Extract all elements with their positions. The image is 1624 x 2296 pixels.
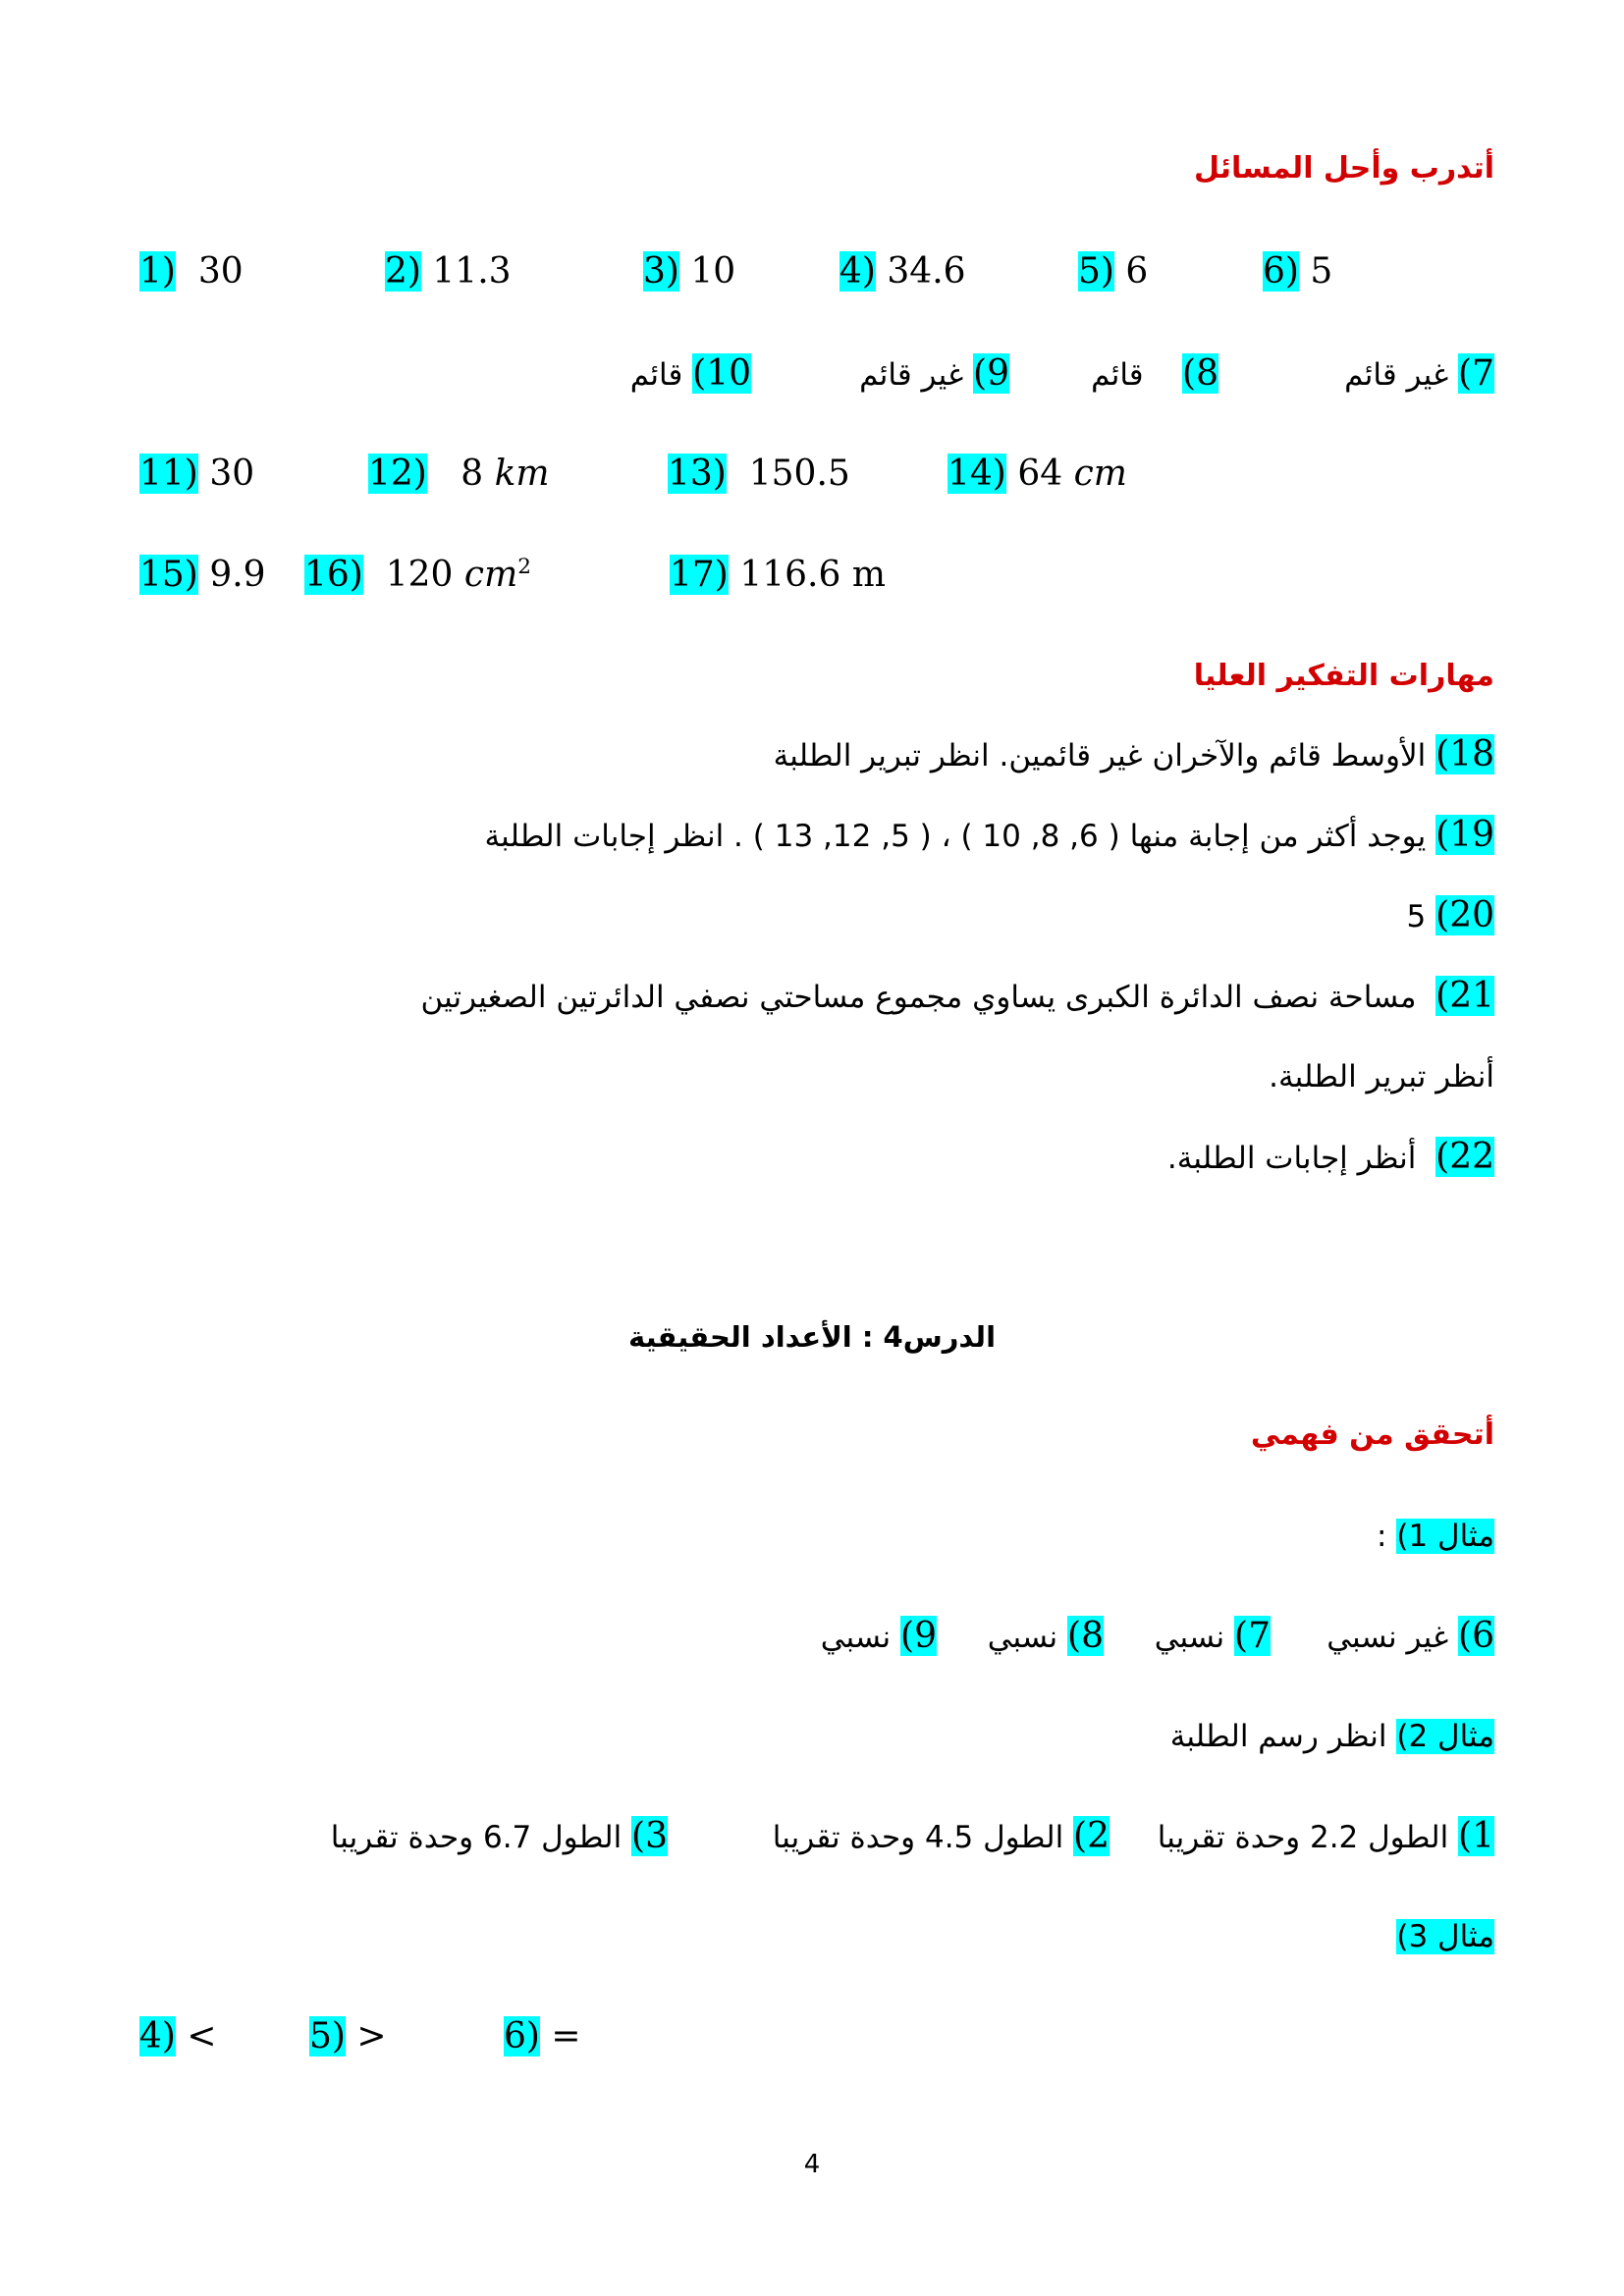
example-3-answer-6: 6) = (504, 2016, 581, 2056)
answer-3: 3) 10 (643, 251, 736, 292)
example-3-answer-4: 4) < (139, 2016, 217, 2056)
check-heading: أتحقق من فهمي (1250, 1417, 1494, 1452)
answer-1: 1) 30 (139, 251, 244, 292)
example-1-label: مثال 1) : (1377, 1519, 1494, 1554)
answer-14: 14) 64 cm (947, 454, 1127, 494)
answer-7: 7) غير قائم (1344, 353, 1494, 394)
answer-2: 2) 11.3 (385, 251, 512, 292)
answer-12: 12) 8 km (368, 454, 550, 494)
answer-13: 13) 150.5 (668, 454, 850, 494)
answer-6: 6) 5 (1263, 251, 1333, 292)
hots-heading: مهارات التفكير العليا (1193, 659, 1494, 693)
example-2-answer-3: 3) الطول 6.7 وحدة تقريبا (330, 1816, 668, 1856)
answer-4: 4) 34.6 (839, 251, 966, 292)
answer-17: 17) 116.6 m (670, 555, 886, 595)
answer-16: 16) 120 $cm^2$ (304, 555, 531, 595)
example-2-label: مثال 2) انظر رسم الطلبة (1169, 1719, 1494, 1754)
answer-18: 18) الأوسط قائم والآخران غير قائمين. انظر تبرير الطلبة (773, 734, 1494, 774)
example-1-answer-6: 6) غير نسبي (1326, 1616, 1494, 1656)
example-1-answer-7: 7) نسبي (1154, 1616, 1271, 1656)
answer-10: 10) قائم (629, 353, 751, 394)
answer-5: 5) 6 (1078, 251, 1149, 292)
page-number: 4 (803, 2150, 821, 2179)
answer-15: 15) 9.9 (139, 555, 266, 595)
answer-11: 11) 30 (139, 454, 255, 494)
practice-heading: أتدرب وأحل المسائل (1193, 151, 1494, 186)
example-2-answer-2: 2) الطول 4.5 وحدة تقريبا (772, 1816, 1110, 1856)
example-1-answer-8: 8) نسبي (987, 1616, 1104, 1656)
lesson-title: الدرس4 : الأعداد الحقيقية (627, 1320, 997, 1354)
answer-19: 19) يوجد أكثر من إجابة منها ( 6, 8, 10 ) ، ( 5, 12, 13 ) . انظر إجابات الطلبة (484, 815, 1494, 855)
example-1-answer-9: 9) نسبي (820, 1616, 937, 1656)
example-3-answer-5: 5) > (309, 2016, 387, 2056)
answer-21-note: أنظر تبرير الطلبة. (1269, 1059, 1494, 1095)
answer-20: 20) 5 (1406, 895, 1494, 935)
example-3-label: مثال 3) (1396, 1919, 1494, 1954)
example-2-answer-1: 1) الطول 2.2 وحدة تقريبا (1157, 1816, 1494, 1856)
answer-9: 9) غير قائم (859, 353, 1009, 394)
answer-22: 22) أنظر إجابات الطلبة. (1166, 1137, 1494, 1177)
answer-8: 8) قائم (1091, 353, 1218, 394)
answer-21: 21) مساحة نصف الدائرة الكبرى يساوي مجموع مساحتي نصفي الدائرتين الصغيرتين (420, 976, 1494, 1016)
